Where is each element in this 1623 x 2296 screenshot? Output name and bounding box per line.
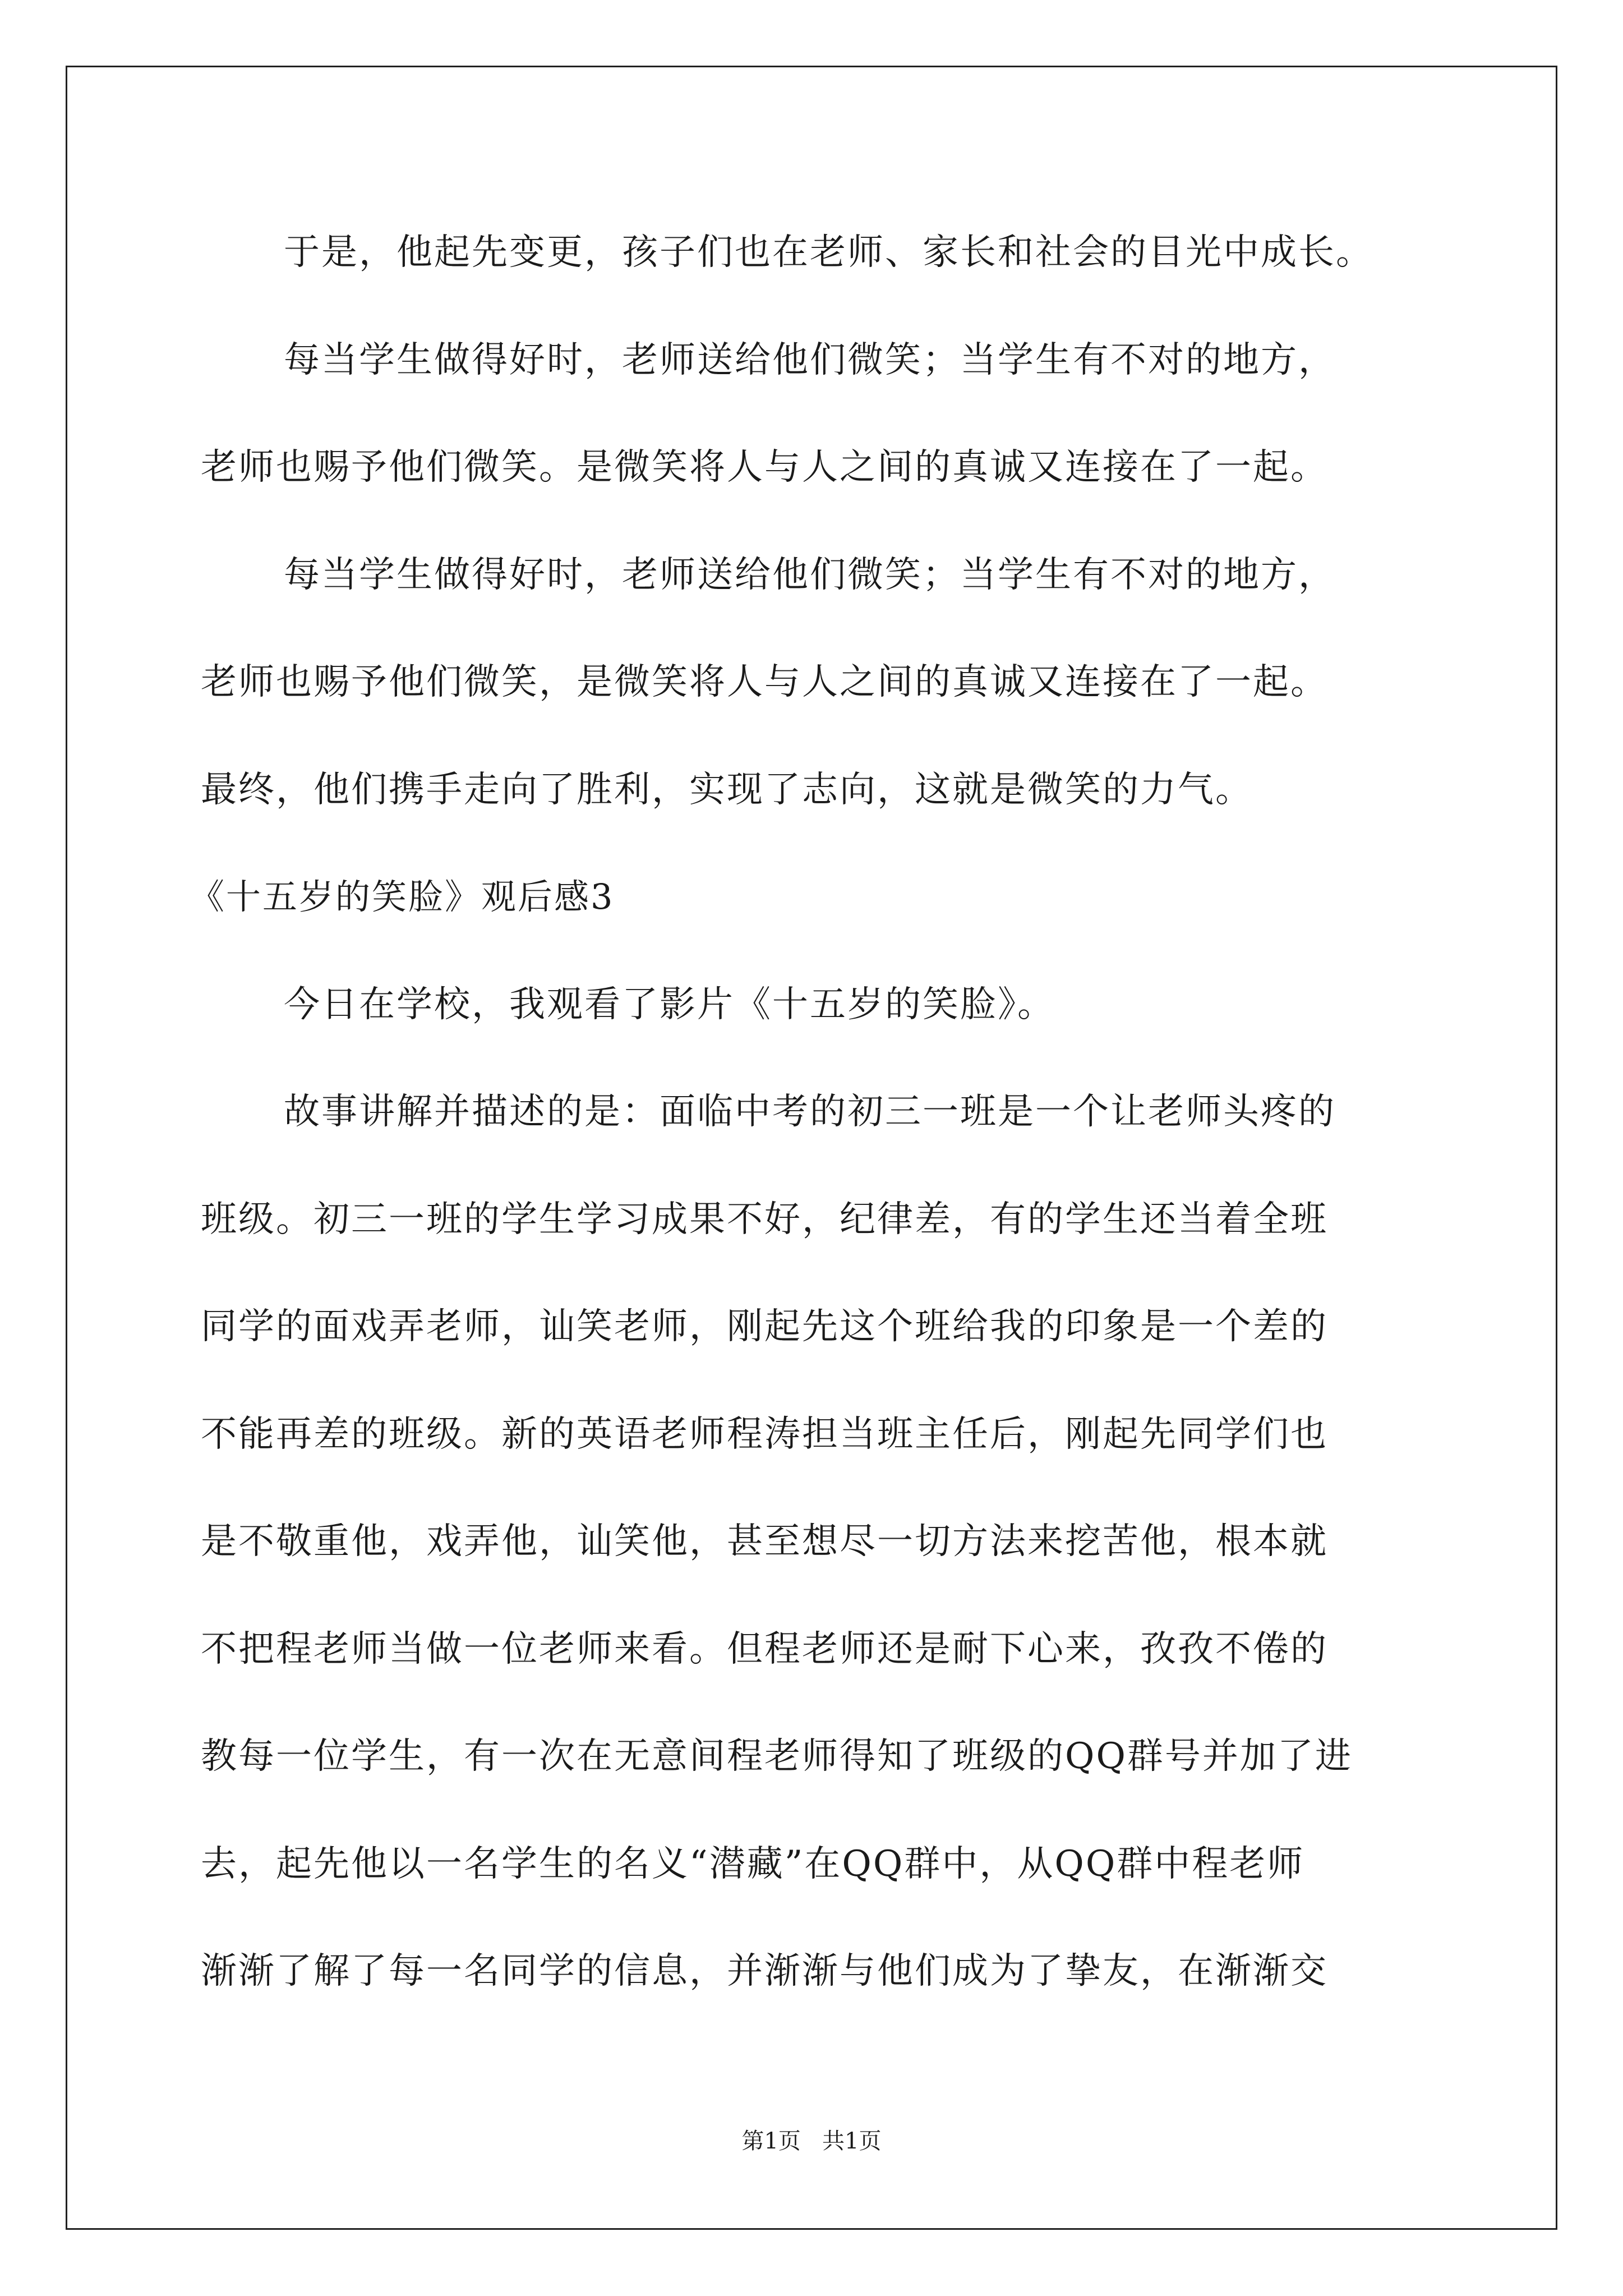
paragraph-line: 是不敬重他，戏弄他，讪笑他，甚至想尽一切方法来挖苦他，根本就: [201, 1521, 1328, 1562]
paragraph-line: 每当学生做得好时，老师送给他们微笑；当学生有不对的地方，: [284, 339, 1336, 381]
paragraph-line: 今日在学校，我观看了影片《十五岁的笑脸》。: [284, 984, 1055, 1025]
page-border: [66, 66, 1557, 2230]
paragraph-line: 故事讲解并描述的是：面临中考的初三一班是一个让老师头疼的: [284, 1091, 1336, 1133]
paragraph-line: 教每一位学生，有一次在无意间程老师得知了班级的QQ群号并加了进: [201, 1736, 1353, 1777]
paragraph-line: 去，起先他以一名学生的名义“潜藏”在QQ群中，从QQ群中程老师: [201, 1843, 1305, 1885]
paragraph-line: 于是，他起先变更，孩子们也在老师、家长和社会的目光中成长。: [284, 232, 1373, 273]
paragraph-line: 老师也赐予他们微笑。是微笑将人与人之间的真诚又连接在了一起。: [201, 447, 1328, 488]
paragraph-line: 最终，他们携手走向了胜利，实现了志向，这就是微笑的力气。: [201, 769, 1253, 811]
paragraph-line: 渐渐了解了每一名同学的信息，并渐渐与他们成为了挚友，在渐渐交: [201, 1950, 1328, 1992]
paragraph-line: 不能再差的班级。新的英语老师程涛担当班主任后，刚起先同学们也: [201, 1414, 1328, 1455]
paragraph-line: 不把程老师当做一位老师来看。但程老师还是耐下心来，孜孜不倦的: [201, 1628, 1328, 1670]
paragraph-line: 班级。初三一班的学生学习成果不好，纪律差，有的学生还当着全班: [201, 1199, 1328, 1240]
section-heading: 《十五岁的笑脸》观后感3: [190, 876, 615, 917]
paragraph-line: 同学的面戏弄老师，讪笑老师，刚起先这个班给我的印象是一个差的: [201, 1306, 1328, 1347]
paragraph-line: 老师也赐予他们微笑，是微笑将人与人之间的真诚又连接在了一起。: [201, 661, 1328, 703]
paragraph-line: 每当学生做得好时，老师送给他们微笑；当学生有不对的地方，: [284, 554, 1336, 596]
page-number-footer: 第1页 共1页: [741, 2128, 882, 2154]
